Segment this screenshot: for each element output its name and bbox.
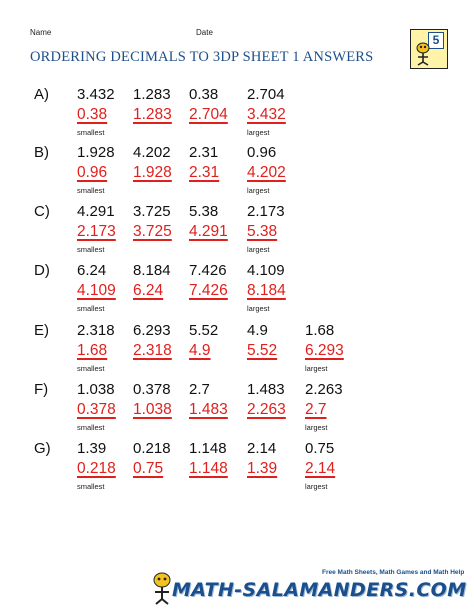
answer-number: 1.148: [189, 460, 228, 477]
problem-c: [0, 203, 474, 259]
given-number: 2.7: [189, 381, 210, 398]
given-number: 0.378: [133, 381, 171, 398]
problem-label: E): [34, 322, 49, 339]
given-number: 5.38: [189, 203, 219, 220]
answer-number: 8.184: [247, 282, 286, 299]
given-number: 1.038: [77, 381, 115, 398]
largest-label: largest: [247, 186, 270, 195]
largest-label: largest: [247, 245, 270, 254]
given-number: 3.725: [133, 203, 171, 220]
given-number: 1.68: [305, 322, 335, 339]
given-number: 2.318: [77, 322, 115, 339]
answer-number: 7.426: [189, 282, 228, 299]
given-number: 2.173: [247, 203, 285, 220]
largest-label: largest: [305, 364, 328, 373]
given-number: 0.38: [189, 86, 219, 103]
smallest-label: smallest: [77, 423, 105, 432]
problem-label: A): [34, 86, 49, 103]
answer-number: 2.263: [247, 401, 286, 418]
problem-label: G): [34, 440, 51, 457]
answer-number: 4.291: [189, 223, 228, 240]
footer-logo: [150, 567, 467, 609]
given-number: 7.426: [189, 262, 227, 279]
smallest-label: smallest: [77, 304, 105, 313]
given-number: 1.148: [189, 440, 227, 457]
largest-label: largest: [247, 304, 270, 313]
salamander-mascot-icon: [150, 571, 174, 605]
given-number: 8.184: [133, 262, 171, 279]
problem-g: [0, 440, 474, 496]
answer-number: 0.75: [133, 460, 164, 477]
page-title: ORDERING DECIMALS TO 3DP SHEET 1 ANSWERS: [30, 49, 374, 65]
answer-number: 2.7: [305, 401, 327, 418]
largest-label: largest: [305, 423, 328, 432]
given-number: 6.293: [133, 322, 171, 339]
given-number: 3.432: [77, 86, 115, 103]
given-number: 1.928: [77, 144, 115, 161]
problem-label: C): [34, 203, 50, 220]
given-number: 2.14: [247, 440, 277, 457]
largest-label: largest: [247, 128, 270, 137]
answer-number: 1.483: [189, 401, 228, 418]
answer-number: 1.928: [133, 164, 172, 181]
given-number: 4.202: [133, 144, 171, 161]
answer-number: 1.283: [133, 106, 172, 123]
answer-number: 4.109: [77, 282, 116, 299]
answer-number: 6.24: [133, 282, 164, 299]
date-label: Date: [196, 28, 213, 37]
given-number: 2.31: [189, 144, 219, 161]
given-number: 0.96: [247, 144, 277, 161]
given-number: 0.218: [133, 440, 171, 457]
smallest-label: smallest: [77, 245, 105, 254]
smallest-label: smallest: [77, 128, 105, 137]
name-label: Name: [30, 28, 52, 37]
problem-label: F): [34, 381, 49, 398]
salamander-icon: [413, 40, 435, 66]
problem-label: B): [34, 144, 49, 161]
answer-number: 2.14: [305, 460, 336, 477]
smallest-label: smallest: [77, 482, 105, 491]
answer-number: 4.9: [189, 342, 211, 359]
largest-label: largest: [305, 482, 328, 491]
grade-number-badge: 5: [428, 32, 444, 49]
answer-number: 6.293: [305, 342, 344, 359]
given-number: 4.109: [247, 262, 285, 279]
footer-brand-text: MATH-SALAMANDERS.COM: [172, 579, 467, 601]
answer-number: 4.202: [247, 164, 286, 181]
answer-number: 5.52: [247, 342, 278, 359]
problem-e: [0, 322, 474, 378]
problem-b: [0, 144, 474, 200]
answer-number: 3.432: [247, 106, 286, 123]
given-number: 5.52: [189, 322, 219, 339]
salamander-logo: [410, 29, 448, 69]
answer-number: 1.68: [77, 342, 108, 359]
answer-number: 2.31: [189, 164, 220, 181]
given-number: 0.75: [305, 440, 335, 457]
answer-number: 0.96: [77, 164, 108, 181]
given-number: 2.704: [247, 86, 285, 103]
answer-number: 5.38: [247, 223, 278, 240]
answer-number: 1.39: [247, 460, 278, 477]
footer-tagline: Free Math Sheets, Math Games and Math Help: [322, 569, 465, 576]
given-number: 1.39: [77, 440, 107, 457]
answer-number: 0.38: [77, 106, 108, 123]
given-number: 1.283: [133, 86, 171, 103]
problem-f: [0, 381, 474, 437]
problem-d: [0, 262, 474, 318]
smallest-label: smallest: [77, 364, 105, 373]
answer-number: 2.704: [189, 106, 228, 123]
answer-number: 3.725: [133, 223, 172, 240]
smallest-label: smallest: [77, 186, 105, 195]
given-number: 2.263: [305, 381, 343, 398]
answer-number: 2.318: [133, 342, 172, 359]
problem-a: [0, 86, 474, 142]
given-number: 4.291: [77, 203, 115, 220]
answer-number: 0.218: [77, 460, 116, 477]
given-number: 6.24: [77, 262, 107, 279]
given-number: 1.483: [247, 381, 285, 398]
answer-number: 2.173: [77, 223, 116, 240]
answer-number: 0.378: [77, 401, 116, 418]
answer-number: 1.038: [133, 401, 172, 418]
given-number: 4.9: [247, 322, 268, 339]
problem-label: D): [34, 262, 50, 279]
